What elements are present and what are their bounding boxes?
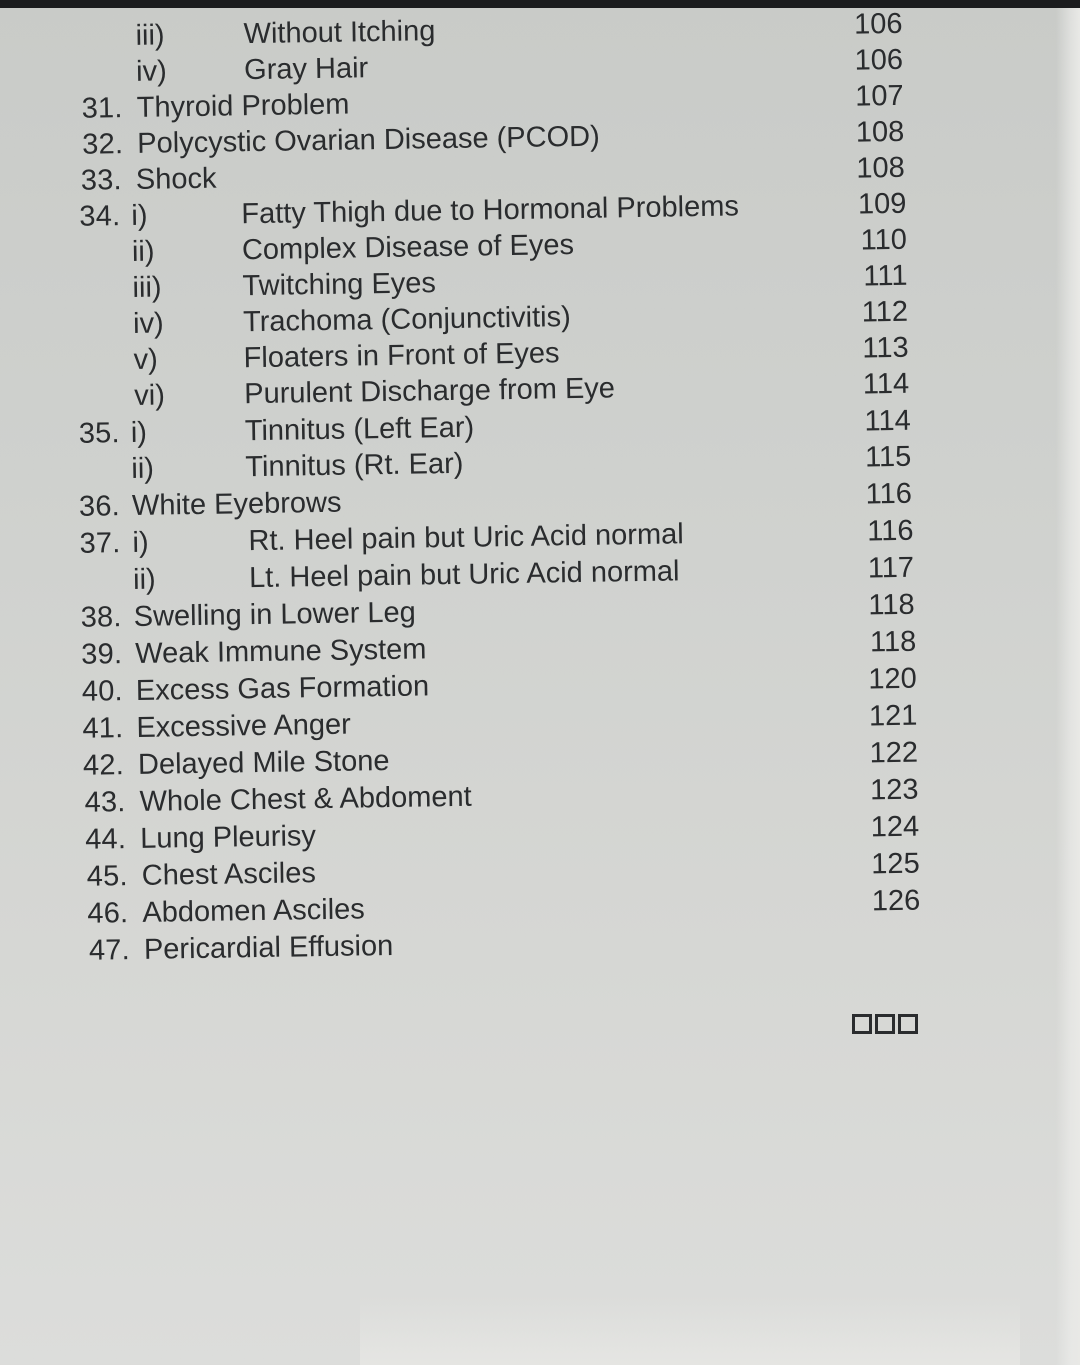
toc-entry-title: Chest Asciles — [141, 857, 317, 892]
toc-entry-page — [841, 920, 921, 921]
toc-entry-subnumber: iv) — [132, 307, 164, 340]
toc-entry-title: Swelling in Lower Leg — [133, 596, 417, 633]
toc-entry-title: Fatty Thigh due to Hormonal Problems — [241, 190, 740, 231]
toc-entry-title: Whole Chest & Abdoment — [139, 780, 472, 818]
square-icon — [875, 1014, 895, 1034]
toc-entry-page: 110 — [860, 223, 908, 257]
toc-entry-title: Weak Immune System — [135, 633, 427, 670]
toc-entry-title: Thyroid Problem — [136, 88, 350, 124]
toc-entry-number: 45. — [86, 860, 128, 893]
toc-entry-number: 46. — [87, 897, 129, 930]
toc-entry-title: Polycystic Ovarian Disease (PCOD) — [137, 120, 600, 160]
toc-entry-title: Without Itching — [243, 15, 436, 51]
toc-entry-number: 44. — [84, 823, 127, 856]
toc-entry-number: 40. — [81, 675, 124, 708]
toc-entry-title: Tinnitus (Rt. Ear) — [245, 447, 464, 484]
toc-entry-page: 117 — [867, 551, 915, 585]
toc-entry-number: 41. — [82, 712, 124, 745]
toc-entry-number: 42. — [82, 749, 125, 782]
toc-entry-subnumber: vi) — [133, 379, 166, 412]
toc-entry-title: Twitching Eyes — [242, 267, 437, 303]
toc-entry-subnumber: ii) — [131, 235, 155, 268]
toc-entry-page: 122 — [869, 736, 919, 770]
toc-entry-page: 111 — [863, 259, 908, 293]
toc-entry-number: 31. — [81, 92, 123, 125]
toc-entry-title: Excess Gas Formation — [135, 670, 430, 707]
toc-entry-page: 125 — [871, 847, 920, 881]
toc-entry-title: Lt. Heel pain but Uric Acid normal — [248, 555, 680, 595]
toc-entry-number: 34. — [79, 200, 121, 233]
end-of-section-squares-icon — [852, 1014, 918, 1034]
toc-entry-subnumber: iii) — [132, 271, 162, 304]
toc-entry-title: Gray Hair — [243, 52, 369, 87]
toc-entry-subnumber: ii) — [131, 452, 155, 485]
toc-entry-number: 32. — [82, 128, 124, 161]
toc-entry-page: 120 — [868, 662, 918, 696]
toc-entry-number: 33. — [80, 164, 123, 197]
toc-entry-number: 47. — [88, 934, 131, 967]
toc-entry-subnumber: iii) — [135, 19, 165, 52]
toc-entry-page: 107 — [854, 79, 904, 113]
toc-entry-page: 112 — [861, 295, 909, 329]
toc-entry-page: 113 — [862, 331, 909, 365]
toc-entry-title: Floaters in Front of Eyes — [243, 337, 560, 375]
toc-entry-title: Delayed Mile Stone — [137, 744, 390, 781]
toc-entry-page: 124 — [870, 810, 920, 844]
toc-entry-page: 108 — [856, 151, 905, 185]
toc-entry-title: Excessive Anger — [136, 708, 352, 744]
toc-entry-title: White Eyebrows — [131, 486, 342, 522]
toc-entry-page: 116 — [865, 477, 913, 511]
toc-entry-page: 114 — [864, 404, 911, 438]
toc-entry-title: Pericardial Effusion — [143, 929, 394, 966]
toc-entry-title: Purulent Discharge from Eye — [243, 372, 616, 411]
toc-entry-page: 108 — [855, 115, 905, 149]
toc-entry-page: 115 — [864, 440, 912, 474]
toc-entry-title: Shock — [135, 162, 217, 196]
toc-entry-page: 123 — [869, 773, 919, 807]
toc-entry-page: 106 — [853, 7, 903, 41]
toc-entry-subnumber: i) — [131, 199, 148, 232]
toc-entry-title: Trachoma (Conjunctivitis) — [242, 301, 571, 339]
toc-entry-number: 43. — [84, 786, 126, 819]
toc-entry-subnumber: i) — [132, 526, 149, 559]
toc-entry-number: 39. — [81, 638, 123, 671]
toc-entry-title: Tinnitus (Left Ear) — [244, 411, 475, 448]
toc-entry-page: 116 — [866, 514, 914, 548]
toc-entry-number: 36. — [78, 490, 121, 523]
toc-entry-subnumber: ii) — [132, 563, 156, 596]
toc-entry-subnumber: iv) — [135, 55, 168, 88]
toc-entry-number: 35. — [78, 417, 120, 450]
toc-entry-subnumber: v) — [133, 343, 159, 376]
toc-entry-page: 114 — [862, 367, 910, 401]
toc-entry-page: 109 — [857, 187, 907, 221]
toc-entry-title: Rt. Heel pain but Uric Acid normal — [248, 518, 684, 558]
square-icon — [852, 1014, 872, 1034]
toc-entry-title: Abdomen Asciles — [142, 893, 366, 929]
toc-entry-page: 121 — [868, 699, 918, 733]
square-icon — [898, 1014, 918, 1034]
toc-entry-page: 126 — [871, 884, 921, 918]
toc-entry-number: 37. — [79, 527, 121, 560]
toc-entry-page: 106 — [854, 43, 904, 77]
toc-entry-page: 118 — [869, 625, 917, 659]
toc-entry-page: 118 — [868, 588, 915, 622]
toc-entry-number: 38. — [80, 601, 122, 634]
toc-entry-subnumber: i) — [130, 416, 148, 449]
toc-entry-title: Lung Pleurisy — [139, 820, 317, 855]
toc-entry-title: Complex Disease of Eyes — [241, 229, 575, 267]
